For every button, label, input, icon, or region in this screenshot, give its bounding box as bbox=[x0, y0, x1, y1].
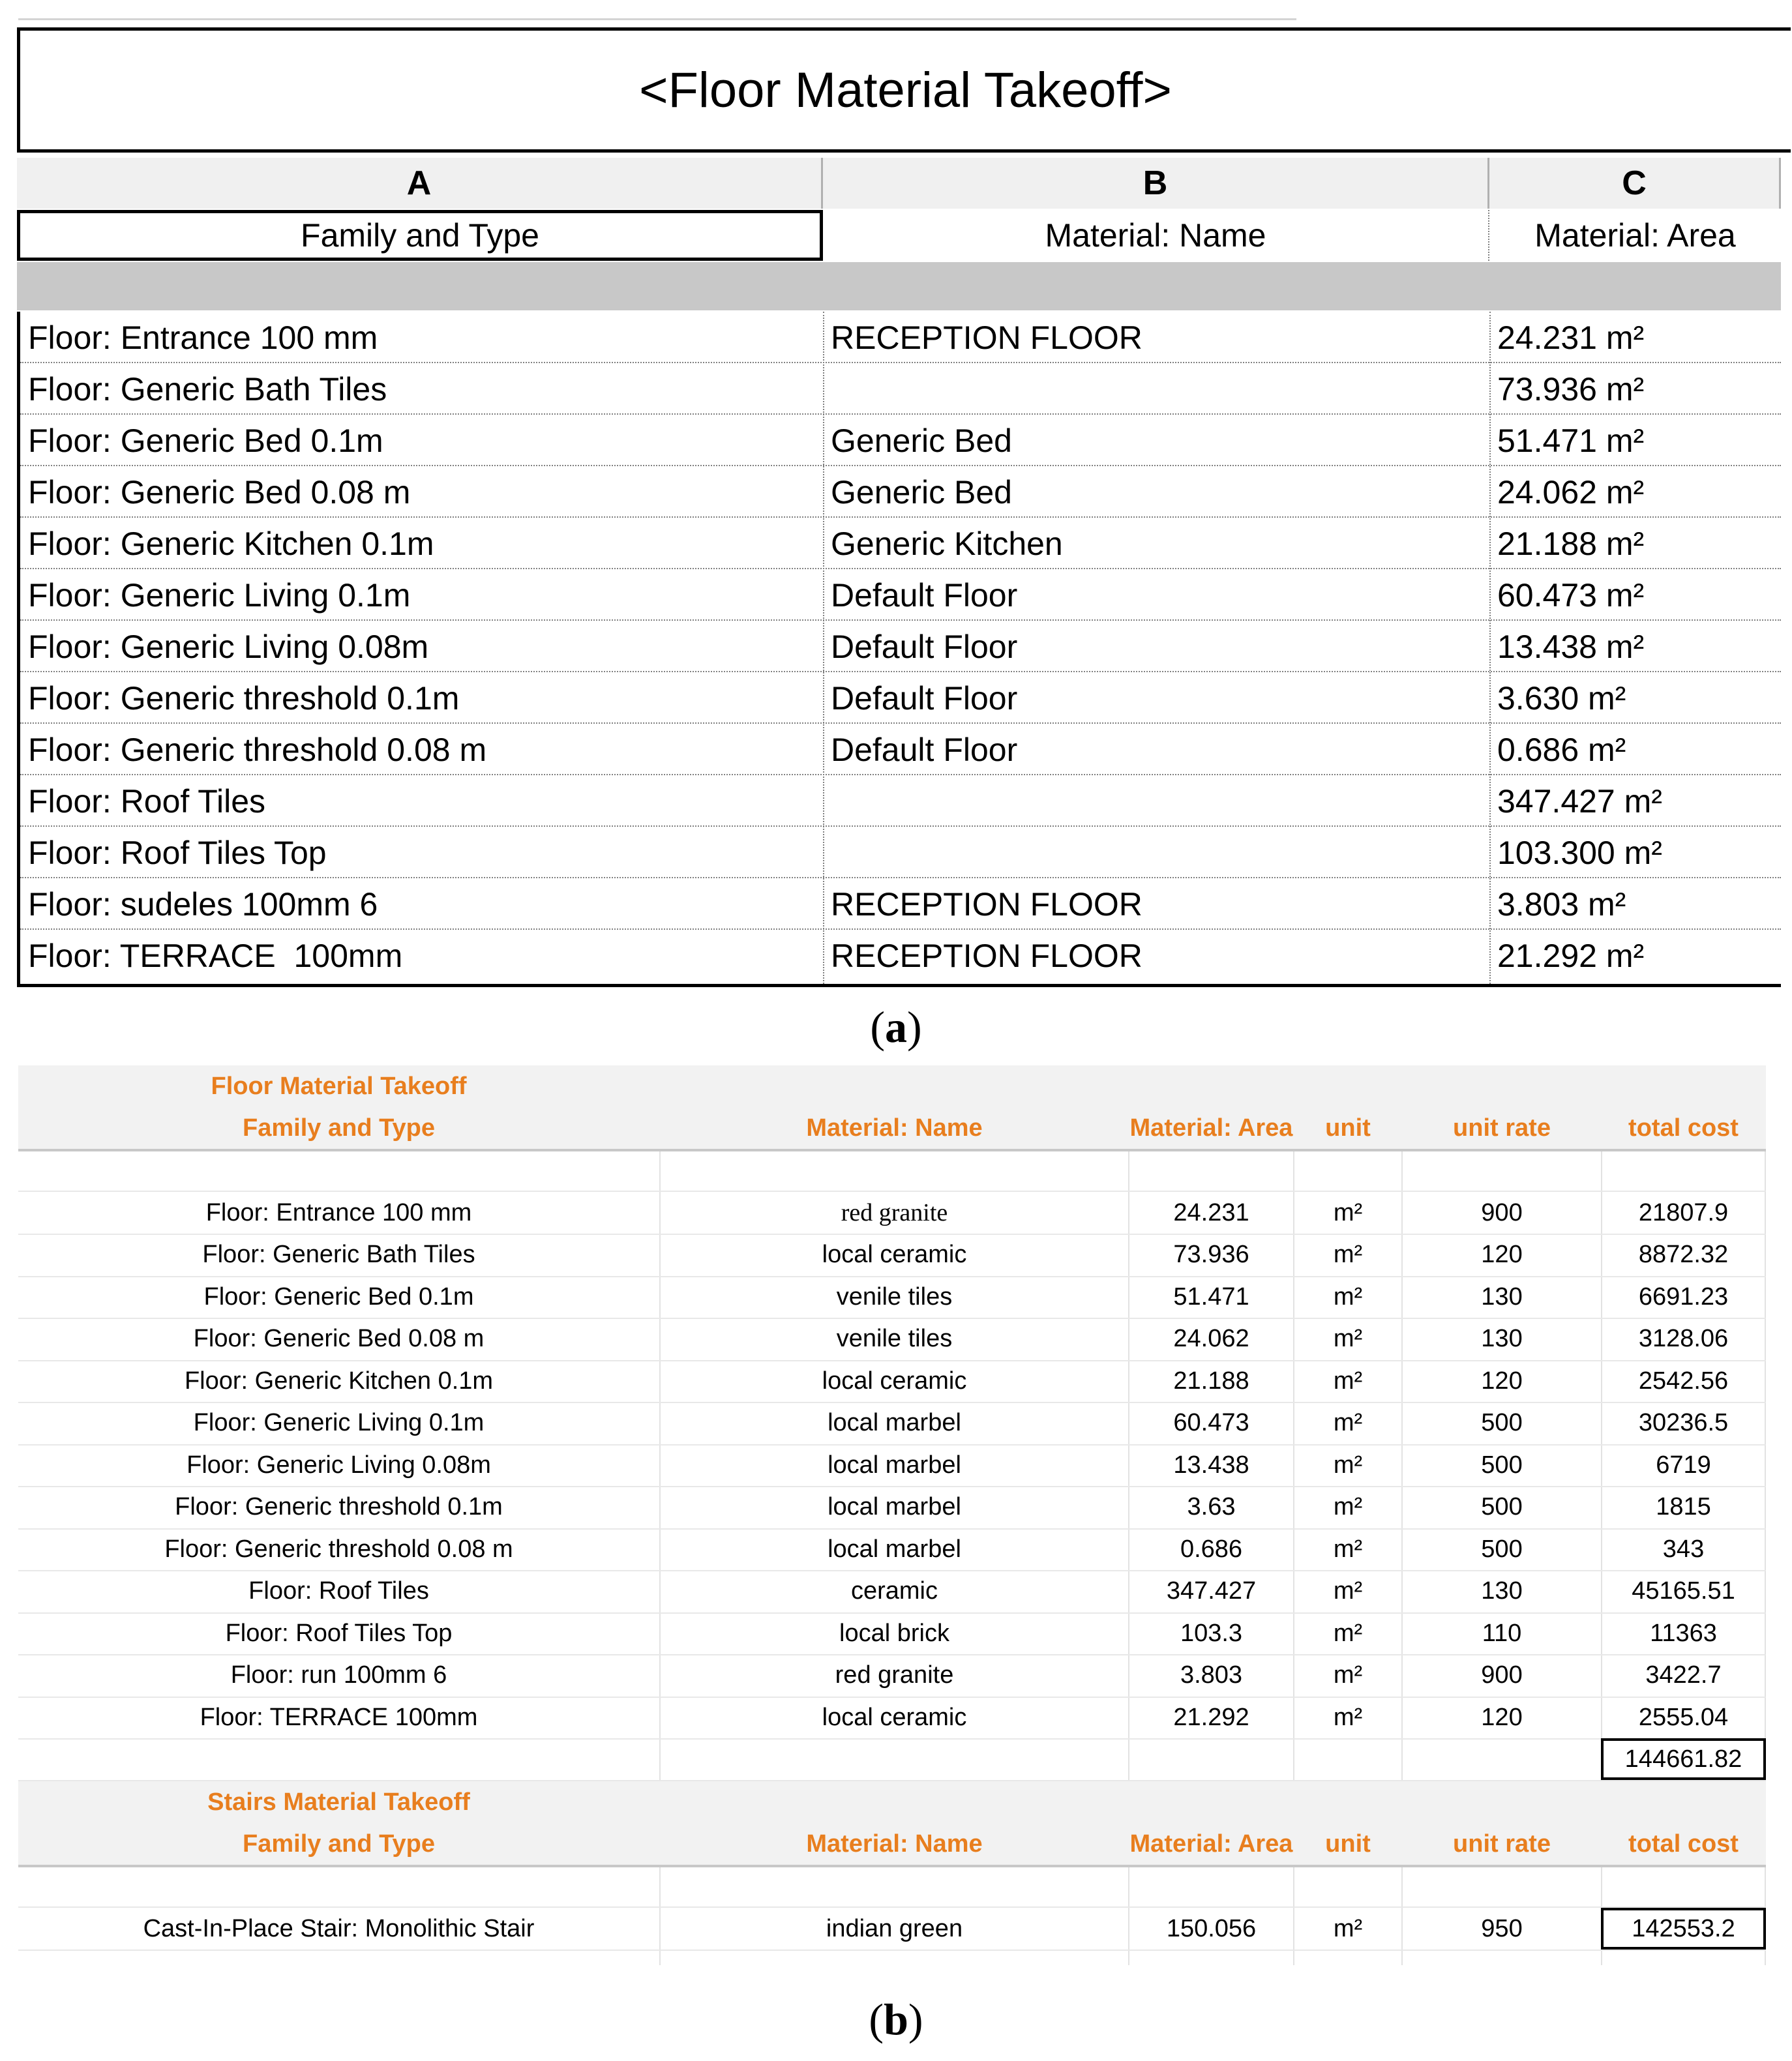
cell-area[interactable]: 21.292 m² bbox=[1497, 937, 1645, 974]
table-row[interactable] bbox=[20, 466, 1781, 518]
cell-area[interactable]: 3.63 bbox=[1187, 1493, 1236, 1520]
cell-family[interactable]: Floor: TERRACE 100mm bbox=[28, 937, 403, 974]
table-row[interactable] bbox=[20, 672, 1781, 724]
cell-rate[interactable]: 500 bbox=[1481, 1409, 1523, 1436]
cell-area[interactable]: 3.803 m² bbox=[1497, 885, 1626, 923]
table-row[interactable] bbox=[18, 1234, 1766, 1277]
cell-family[interactable]: Floor: run 100mm 6 bbox=[230, 1661, 447, 1689]
cell-area[interactable]: 51.471 m² bbox=[1497, 422, 1645, 459]
table-row[interactable] bbox=[20, 621, 1781, 672]
cell-area[interactable]: 347.427 m² bbox=[1497, 782, 1662, 820]
cell-unit[interactable]: m² bbox=[1333, 1451, 1363, 1479]
header-total-cost[interactable]: total cost bbox=[1628, 1114, 1739, 1142]
table-row[interactable] bbox=[20, 775, 1781, 827]
cell-cost[interactable]: 343 bbox=[1662, 1535, 1705, 1563]
caption-a-letter: a bbox=[885, 1002, 907, 1052]
cell-rate[interactable]: 500 bbox=[1481, 1493, 1523, 1520]
column-letter-b[interactable]: B bbox=[823, 158, 1489, 209]
floor-header-row bbox=[18, 1107, 1766, 1151]
header-material-name[interactable]: Material: Name bbox=[823, 210, 1489, 261]
cell-rate[interactable]: 130 bbox=[1481, 1577, 1523, 1605]
schedule-body bbox=[17, 312, 1781, 987]
spacer-row bbox=[18, 1865, 1766, 1908]
cell-family[interactable]: Floor: Generic threshold 0.1m bbox=[28, 679, 460, 717]
cell-material[interactable] bbox=[823, 827, 1488, 878]
header-total-cost[interactable]: total cost bbox=[1628, 1830, 1739, 1858]
cell-rate[interactable]: 130 bbox=[1481, 1283, 1523, 1311]
cell-area[interactable]: 13.438 bbox=[1173, 1451, 1249, 1479]
table-row[interactable] bbox=[18, 1697, 1766, 1740]
cell-family[interactable]: Floor: Generic threshold 0.1m bbox=[175, 1493, 503, 1520]
cell-unit[interactable]: m² bbox=[1333, 1661, 1363, 1689]
cell-area[interactable]: 60.473 bbox=[1173, 1409, 1249, 1436]
stairs-total-cost[interactable]: 142553.2 bbox=[1601, 1908, 1766, 1950]
header-unit-rate[interactable]: unit rate bbox=[1453, 1830, 1551, 1858]
header-family-and-type[interactable]: Family and Type bbox=[243, 1830, 435, 1858]
table-row[interactable] bbox=[18, 1444, 1766, 1487]
table-row[interactable] bbox=[18, 1402, 1766, 1446]
table-row[interactable] bbox=[18, 1192, 1766, 1235]
cell-area[interactable]: 24.062 m² bbox=[1497, 473, 1645, 511]
table-row[interactable] bbox=[20, 569, 1781, 621]
table-row[interactable] bbox=[18, 1655, 1766, 1698]
stairs-title-row bbox=[18, 1781, 1766, 1823]
table-row[interactable] bbox=[18, 1276, 1766, 1319]
cell-unit[interactable]: m² bbox=[1333, 1577, 1363, 1605]
cell-unit[interactable]: m² bbox=[1333, 1325, 1363, 1352]
cell-family[interactable]: Floor: Generic Living 0.08m bbox=[187, 1451, 491, 1479]
cell-area[interactable]: 13.438 m² bbox=[1497, 628, 1645, 665]
cell-rate[interactable]: 500 bbox=[1481, 1451, 1523, 1479]
cell-family[interactable]: Floor: Generic threshold 0.08 m bbox=[28, 731, 487, 768]
cell-material[interactable]: venile tiles bbox=[836, 1283, 953, 1311]
cell-material[interactable]: venile tiles bbox=[836, 1325, 953, 1352]
cell-rate[interactable]: 900 bbox=[1481, 1198, 1523, 1226]
cell-area[interactable]: 0.686 m² bbox=[1497, 731, 1626, 768]
table-row[interactable] bbox=[18, 1571, 1766, 1614]
cell-material[interactable]: Default Floor bbox=[831, 731, 1018, 768]
cell-material[interactable]: local marbel bbox=[828, 1451, 961, 1479]
cell-unit[interactable]: m² bbox=[1333, 1493, 1363, 1520]
floor-total-row bbox=[18, 1738, 1766, 1781]
cell-cost[interactable]: 3128.06 bbox=[1638, 1325, 1729, 1352]
cell-cost[interactable]: 2555.04 bbox=[1638, 1703, 1729, 1731]
table-row[interactable] bbox=[18, 1487, 1766, 1530]
cell-material[interactable]: indian green bbox=[826, 1914, 963, 1942]
cell-material[interactable]: local marbel bbox=[828, 1535, 961, 1563]
cell-rate[interactable]: 120 bbox=[1481, 1241, 1523, 1268]
cell-material[interactable]: Generic Bed bbox=[831, 473, 1012, 511]
cell-family[interactable]: Floor: Generic Bath Tiles bbox=[28, 370, 387, 408]
caption-a-open: ( bbox=[870, 1002, 885, 1052]
cell-area[interactable]: 21.188 bbox=[1173, 1367, 1249, 1395]
cell-family[interactable]: Floor: sudeles 100mm 6 bbox=[28, 885, 378, 923]
cell-area[interactable]: 24.231 m² bbox=[1497, 319, 1645, 356]
cell-rate[interactable]: 500 bbox=[1481, 1535, 1523, 1563]
schedule-title bbox=[17, 27, 1791, 153]
caption-b-close: ) bbox=[908, 1994, 923, 2044]
header-unit-rate[interactable]: unit rate bbox=[1453, 1114, 1551, 1142]
cell-material[interactable]: Default Floor bbox=[831, 628, 1018, 665]
caption-b bbox=[0, 1994, 1792, 2046]
cell-cost[interactable]: 30236.5 bbox=[1638, 1409, 1729, 1436]
cell-material[interactable]: RECEPTION FLOOR bbox=[831, 319, 1142, 356]
cell-cost[interactable]: 6719 bbox=[1656, 1451, 1711, 1479]
cell-family[interactable]: Floor: Generic threshold 0.08 m bbox=[164, 1535, 513, 1563]
cell-cost[interactable]: 1815 bbox=[1656, 1493, 1711, 1520]
table-row[interactable] bbox=[20, 827, 1781, 878]
cell-area[interactable]: 3.803 bbox=[1180, 1661, 1243, 1689]
cell-family[interactable]: Floor: Entrance 100 mm bbox=[28, 319, 378, 356]
caption-a bbox=[0, 1001, 1792, 1054]
cell-family[interactable]: Floor: Roof Tiles bbox=[248, 1577, 429, 1605]
table-row[interactable] bbox=[20, 415, 1781, 466]
cell-family[interactable]: Floor: Generic Living 0.1m bbox=[193, 1409, 485, 1436]
table-row[interactable] bbox=[20, 312, 1781, 363]
caption-b-letter: b bbox=[884, 1994, 908, 2044]
cell-material[interactable]: local brick bbox=[839, 1619, 949, 1647]
header-material-name[interactable]: Material: Name bbox=[806, 1114, 983, 1142]
table-row[interactable] bbox=[20, 363, 1781, 415]
cell-area[interactable]: 24.231 bbox=[1173, 1198, 1249, 1226]
column-letter-a[interactable]: A bbox=[17, 158, 823, 209]
cell-cost[interactable]: 2542.56 bbox=[1638, 1367, 1729, 1395]
cell-cost[interactable]: 45165.51 bbox=[1632, 1577, 1735, 1605]
cell-cost[interactable]: 11363 bbox=[1650, 1619, 1717, 1647]
cell-unit[interactable]: m² bbox=[1333, 1283, 1363, 1311]
header-material-area[interactable]: Material: Area bbox=[1129, 1114, 1293, 1142]
cell-family[interactable]: Floor: Generic Living 0.1m bbox=[28, 576, 411, 614]
header-family-and-type[interactable]: Family and Type bbox=[243, 1114, 435, 1142]
cell-material[interactable] bbox=[823, 363, 1488, 415]
column-letter-row bbox=[17, 158, 1781, 209]
cell-unit[interactable]: m² bbox=[1333, 1914, 1363, 1942]
cell-area[interactable]: 60.473 m² bbox=[1497, 576, 1645, 614]
cell-area[interactable]: 150.056 bbox=[1166, 1914, 1257, 1942]
cell-rate[interactable]: 110 bbox=[1482, 1619, 1522, 1647]
schedule-header-row bbox=[17, 210, 1781, 261]
cell-rate[interactable]: 120 bbox=[1481, 1703, 1523, 1731]
header-family-and-type[interactable]: Family and Type bbox=[17, 210, 823, 261]
spacer-row bbox=[18, 1149, 1766, 1192]
cell-unit[interactable]: m² bbox=[1333, 1703, 1363, 1731]
cell-cost[interactable]: 21807.9 bbox=[1638, 1198, 1729, 1226]
cell-family[interactable]: Floor: TERRACE 100mm bbox=[200, 1703, 478, 1731]
cell-cost[interactable]: 8872.32 bbox=[1638, 1241, 1729, 1268]
cell-family[interactable]: Floor: Generic Bath Tiles bbox=[202, 1241, 475, 1268]
cell-rate[interactable]: 120 bbox=[1481, 1367, 1523, 1395]
cell-material[interactable]: local ceramic bbox=[822, 1703, 967, 1731]
cell-family[interactable]: Floor: Generic Bed 0.08 m bbox=[28, 473, 411, 511]
table-row[interactable] bbox=[18, 1612, 1766, 1655]
cell-material[interactable] bbox=[823, 775, 1488, 827]
floor-title[interactable]: Floor Material Takeoff bbox=[211, 1072, 467, 1100]
table-row[interactable] bbox=[20, 930, 1781, 981]
table-row[interactable] bbox=[20, 878, 1781, 930]
top-divider bbox=[18, 18, 1296, 20]
caption-a-close: ) bbox=[907, 1002, 922, 1052]
cell-material[interactable]: red granite bbox=[835, 1661, 954, 1689]
table-row[interactable] bbox=[20, 724, 1781, 775]
floor-title-row bbox=[18, 1065, 1766, 1107]
cell-family[interactable]: Cast-In-Place Stair: Monolithic Stair bbox=[143, 1914, 535, 1942]
cell-family[interactable]: Floor: Generic Living 0.08m bbox=[28, 628, 429, 665]
cell-material[interactable]: red granite bbox=[841, 1199, 948, 1226]
table-row[interactable] bbox=[18, 1360, 1766, 1403]
cell-area[interactable]: 347.427 bbox=[1166, 1577, 1257, 1605]
cell-area[interactable]: 103.300 m² bbox=[1497, 834, 1662, 871]
cell-unit[interactable]: m² bbox=[1333, 1535, 1363, 1563]
group-header-bar bbox=[17, 262, 1781, 310]
cell-material[interactable]: local marbel bbox=[828, 1493, 961, 1520]
cell-family[interactable]: Floor: Generic Kitchen 0.1m bbox=[184, 1367, 494, 1395]
cell-material[interactable]: Default Floor bbox=[831, 679, 1018, 717]
header-unit[interactable]: unit bbox=[1325, 1830, 1371, 1858]
cell-family[interactable]: Floor: Roof Tiles Top bbox=[225, 1619, 453, 1647]
cell-material[interactable]: local ceramic bbox=[822, 1241, 967, 1268]
cell-rate[interactable]: 130 bbox=[1481, 1325, 1523, 1352]
cell-material[interactable]: ceramic bbox=[850, 1577, 938, 1605]
cell-family[interactable]: Floor: Generic Kitchen 0.1m bbox=[28, 525, 434, 562]
cell-material[interactable]: local marbel bbox=[828, 1409, 961, 1436]
cell-family[interactable]: Floor: Generic Bed 0.1m bbox=[203, 1283, 474, 1311]
cell-area[interactable]: 24.062 bbox=[1173, 1325, 1249, 1352]
cell-unit[interactable]: m² bbox=[1333, 1619, 1363, 1647]
cell-unit[interactable]: m² bbox=[1333, 1198, 1363, 1226]
stairs-header-row bbox=[18, 1823, 1766, 1867]
cell-material[interactable]: RECEPTION FLOOR bbox=[831, 937, 1142, 974]
cell-area[interactable]: 21.188 m² bbox=[1497, 525, 1645, 562]
table-row[interactable] bbox=[20, 518, 1781, 569]
cell-rate[interactable]: 950 bbox=[1481, 1914, 1523, 1942]
cell-unit[interactable]: m² bbox=[1333, 1367, 1363, 1395]
cell-material[interactable]: Generic Bed bbox=[831, 422, 1012, 459]
cell-material[interactable]: RECEPTION FLOOR bbox=[831, 885, 1142, 923]
table-row[interactable] bbox=[18, 1528, 1766, 1571]
cell-material[interactable]: Default Floor bbox=[831, 576, 1018, 614]
cell-area[interactable]: 3.630 m² bbox=[1497, 679, 1626, 717]
header-material-area[interactable]: Material: Area bbox=[1129, 1830, 1293, 1858]
caption-b-open: ( bbox=[869, 1994, 884, 2044]
header-material-name[interactable]: Material: Name bbox=[806, 1830, 983, 1858]
cell-material[interactable]: Generic Kitchen bbox=[831, 525, 1063, 562]
floor-rows bbox=[18, 1192, 1766, 1738]
stairs-title[interactable]: Stairs Material Takeoff bbox=[207, 1788, 470, 1816]
header-unit[interactable]: unit bbox=[1325, 1114, 1371, 1142]
cell-area[interactable]: 103.3 bbox=[1180, 1619, 1243, 1647]
cell-family[interactable]: Floor: Generic Bed 0.08 m bbox=[193, 1325, 485, 1352]
table-row[interactable] bbox=[18, 1318, 1766, 1361]
cell-area[interactable]: 73.936 m² bbox=[1497, 370, 1645, 408]
cell-area[interactable]: 73.936 bbox=[1173, 1241, 1249, 1268]
cost-spreadsheet bbox=[18, 1065, 1766, 1965]
cell-area[interactable]: 0.686 bbox=[1180, 1535, 1243, 1563]
schedule-title-text: <Floor Material Takeoff> bbox=[639, 62, 1172, 118]
floor-total-cost[interactable]: 144661.82 bbox=[1601, 1738, 1766, 1780]
cell-cost[interactable]: 3422.7 bbox=[1645, 1661, 1722, 1689]
cell-unit[interactable]: m² bbox=[1333, 1241, 1363, 1268]
cell-area[interactable]: 51.471 bbox=[1173, 1283, 1249, 1311]
cell-area[interactable]: 21.292 bbox=[1173, 1703, 1249, 1731]
table-row[interactable] bbox=[18, 1908, 1766, 1951]
cell-cost[interactable]: 6691.23 bbox=[1638, 1283, 1729, 1311]
cell-family[interactable]: Floor: Roof Tiles bbox=[28, 782, 266, 820]
cell-rate[interactable]: 900 bbox=[1481, 1661, 1523, 1689]
cell-family[interactable]: Floor: Generic Bed 0.1m bbox=[28, 422, 383, 459]
cell-unit[interactable]: m² bbox=[1333, 1409, 1363, 1436]
cell-family[interactable]: Floor: Roof Tiles Top bbox=[28, 834, 327, 871]
cell-material[interactable]: local ceramic bbox=[822, 1367, 967, 1395]
header-material-area[interactable]: Material: Area bbox=[1489, 210, 1781, 261]
column-letter-c[interactable]: C bbox=[1489, 158, 1781, 209]
cell-family[interactable]: Floor: Entrance 100 mm bbox=[205, 1198, 472, 1226]
